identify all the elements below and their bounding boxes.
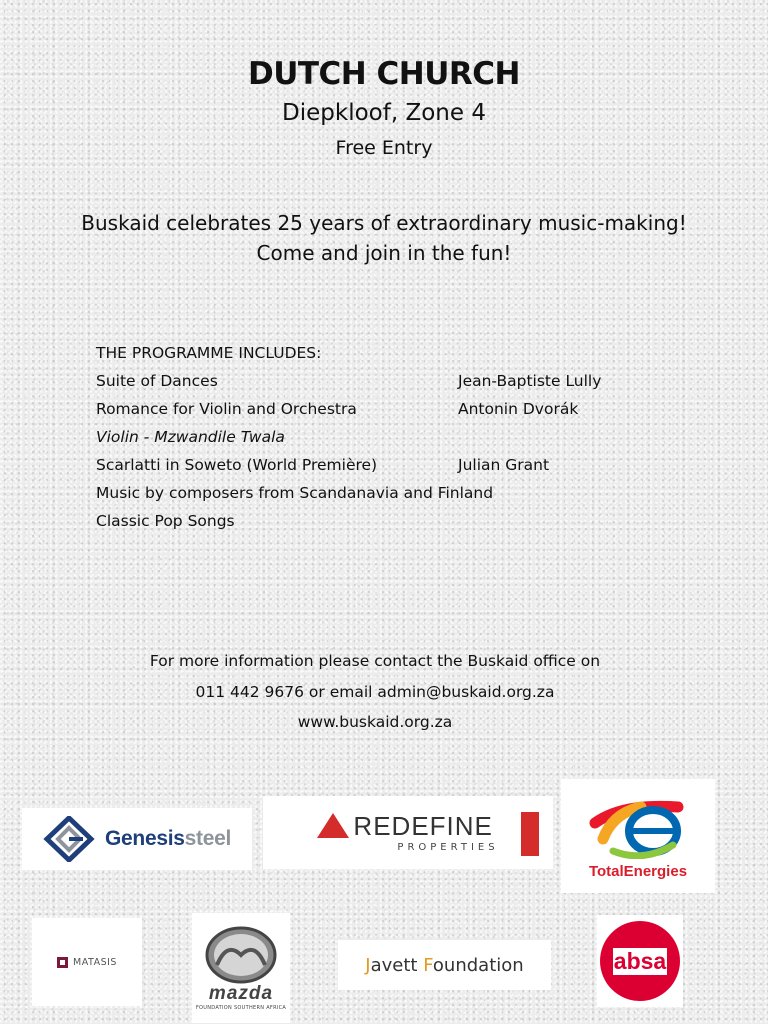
totalenergies-emblem-icon	[583, 793, 693, 859]
absa-name: absa	[613, 947, 667, 974]
programme-heading: THE PROGRAMME INCLUDES:	[96, 344, 322, 362]
programme-item	[96, 400, 696, 428]
programme-work: Romance for Violin and Orchestra	[96, 400, 357, 418]
programme-work: Suite of Dances	[96, 372, 218, 390]
javett-second-rest: oundation	[432, 954, 524, 976]
matasis-square-icon	[57, 957, 68, 968]
programme-item	[96, 484, 696, 512]
programme	[96, 344, 696, 540]
contact-phone-email: 011 442 9676 or email admin@buskaid.org.za	[195, 682, 555, 701]
contact-line: For more information please contact the Buskaid office on	[149, 652, 601, 670]
programme-work: Scarlatti in Soweto (World Première)	[96, 456, 378, 474]
entry-note: Free Entry	[335, 137, 433, 159]
absa-logo	[597, 915, 683, 1007]
matasis-logo	[32, 918, 142, 1006]
mazda-foundation-logo	[192, 913, 290, 1023]
venue-location: Diepkloof, Zone 4	[282, 100, 486, 126]
genesis-emblem-icon	[43, 816, 95, 862]
redefine-triangle-icon	[317, 813, 349, 838]
programme-composer: Antonin Dvorák	[458, 400, 579, 418]
matasis-name: MATASIS	[73, 956, 117, 968]
programme-soloist: Violin - Mzwandile Twala	[96, 428, 285, 446]
javett-initial-f: F	[423, 954, 433, 976]
contact-info	[0, 646, 750, 738]
programme-composer: Jean-Baptiste Lully	[458, 372, 602, 390]
genesis-suffix: steel	[184, 827, 231, 850]
javett-initial-j: J	[365, 954, 371, 976]
programme-work: Classic Pop Songs	[96, 512, 235, 530]
javett-first-rest: avett	[370, 954, 424, 976]
announcement-line-1: Buskaid celebrates 25 years of extraordinary music-making!	[81, 211, 687, 235]
mazda-name: mazda	[208, 983, 274, 1004]
programme-item	[96, 512, 696, 540]
absa-circle-icon	[600, 921, 680, 1001]
redefine-properties-logo	[263, 796, 553, 869]
redefine-name: REDEFINE	[353, 810, 493, 841]
genesis-steel-logo	[22, 808, 252, 870]
javett-foundation-logo	[338, 940, 551, 990]
announcement	[0, 208, 768, 268]
programme-composer: Julian Grant	[458, 456, 550, 474]
mazda-emblem-icon	[203, 925, 279, 985]
programme-work: Music by composers from Scandanavia and Finland	[96, 484, 494, 502]
website-link: www.buskaid.org.za	[297, 713, 453, 731]
venue-title: DUTCH CHURCH	[248, 56, 520, 92]
programme-item	[96, 428, 696, 456]
redefine-bar-icon	[521, 812, 539, 856]
genesis-name: Genesis	[105, 827, 185, 850]
redefine-sub: PROPERTIES	[397, 841, 499, 853]
programme-item	[96, 456, 696, 484]
mazda-sub: FOUNDATION SOUTHERN AFRICA	[195, 1005, 287, 1011]
totalenergies-logo	[561, 779, 715, 893]
totalenergies-name: TotalEnergies	[588, 862, 688, 880]
announcement-line-2: Come and join in the fun!	[256, 241, 512, 265]
programme-item	[96, 372, 696, 400]
